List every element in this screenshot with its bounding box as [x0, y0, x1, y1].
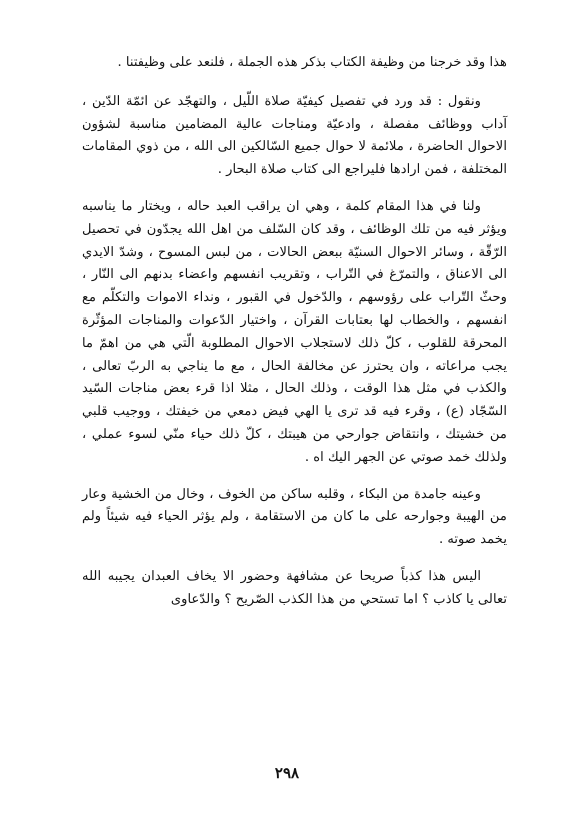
- paragraph-2: ونقول : قد ورد في تفصيل كيفيّة صلاة اللّيل ، والتهجّد عن ائمّة الدّين ، آداب ووظائف مفصلة ، وادعيّة ومناجات عالية المضامين مناسبة لشؤون الاحوال الحاضرة ، ملائمة لا حوال جميع السّالكين الى الله ، من ذوي المقامات المختلفة ، فمن ارادها فليراجع الى كتاب صلاة البحار .: [82, 93, 507, 178]
- paragraph-5: اليس هذا كذباً صريحا عن مشافهة وحضور الا يخاف العبدان يجيبه الله تعالى يا كاذب ؟ اما تستحي من هذا الكذب الصّريح ؟ والدّعاوى: [82, 568, 507, 607]
- paragraph-3: ولنا في هذا المقام كلمة ، وهي ان يراقب العبد حاله ، ويختار ما يناسبه ويؤثر فيه من تلك الوظائف ، وقد كان السّلف من اهل الله يجدّون في تحصيل الرّقّة ، وسائر الاحوال السنيّة ببعض الحالات ، من لبس المسوح ، وشدّ الايدي الى الاعناق ، والتمرّغ في التّراب ، وتقريب انفسهم واعضاء بدنهم الى النّار ، وحثّ التّراب على رؤوسهم ، والدّخول في القبور ، ونداء الاموات والتكلّم مع انفسهم ، والخطاب لها بعتابات القرآن ، واختيار الدّعوات والمناجات المؤثّرة المحرقة للقلوب ، كلّ ذلك لاستجلاب الاحوال المطلوبة الّتي هي من اهمّ ما يجب مراعاته ، وان يحترز عن مخالفة الحال ، مع ما يناجي به الربّ تعالى ، والكذب في مثل هذا الوقت ، وذلك الحال ، مثلا اذا قرء بعض مناجات السّيد السّجّاد (ع) ، وقرء فيه قد ترى يا الهي فيض دمعي من خيفتك ، ووجيب قلبي من خشيتك ، وانتقاض جوارحي من هيبتك ، كلّ ذلك حياء منّي لسوء عملي ، ولذلك خمد صوتي عن الجهر اليك اه .: [82, 198, 507, 465]
- paragraph-4: وعينه جامدة من البكاء ، وقلبه ساكن من الخوف ، وخال من الخشية وعار من الهيبة وجوارحه على ما كان من الاستقامة ، ولم يؤثر الحياء فيه شيئاً ولم يخمد صوته .: [82, 486, 507, 548]
- paragraph-1: هذا وقد خرجنا من وظيفة الكتاب بذكر هذه الجملة ، فلنعد على وظيفتنا .: [117, 55, 507, 70]
- page-body: [82, 52, 507, 626]
- page-number: ٢٩٨: [274, 764, 300, 782]
